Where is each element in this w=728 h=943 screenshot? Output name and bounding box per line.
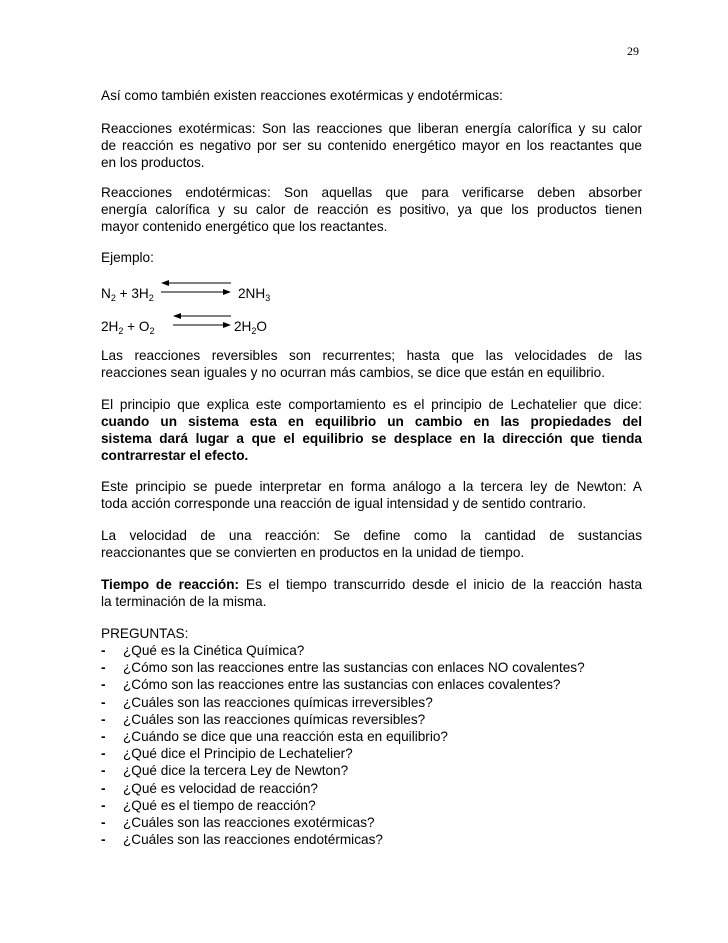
question-text: ¿Cuáles son las reacciones exotérmicas? bbox=[123, 815, 375, 830]
exothermic-line-1: Reacciones exotérmicas: Son las reacciones que liberan energía calorífica y su calor bbox=[101, 121, 642, 136]
equilibrium-arrows-icon bbox=[173, 312, 233, 330]
question-text: ¿Cómo son las reacciones entre las sustancias con enlaces covalentes? bbox=[123, 677, 561, 693]
question-bullet: - bbox=[101, 797, 106, 813]
question-text: ¿Cómo son las reacciones entre las sustancias con enlaces NO covalentes? bbox=[123, 660, 585, 676]
question-bullet: - bbox=[101, 780, 106, 796]
endothermic-paragraph bbox=[101, 184, 642, 235]
intro-text: Así como también existen reacciones exotérmicas y endotérmicas: bbox=[101, 88, 503, 103]
eq2-reactants: $2H_2 + O_2$ bbox=[101, 319, 155, 336]
question-text: ¿Cuándo se dice que una reacción esta en equilibrio? bbox=[123, 729, 448, 744]
newton-paragraph bbox=[101, 478, 642, 512]
equilibrium-arrows-icon bbox=[161, 279, 233, 297]
reversible-line-2: reacciones sean iguales y no ocurran más cambios, se dice que están en equilibrio. bbox=[101, 365, 606, 380]
exothermic-line-3: en los productos. bbox=[101, 155, 205, 170]
newton-line-2: toda acción corresponde una reacción de igual intensidad y de sentido contrario. bbox=[101, 496, 587, 511]
question-text: ¿Qué es la Cinética Química? bbox=[123, 643, 305, 658]
question-bullet: - bbox=[101, 815, 106, 830]
question-text: ¿Qué dice la tercera Ley de Newton? bbox=[123, 763, 349, 779]
question-text: ¿Cuáles son las reacciones químicas irreversibles? bbox=[123, 694, 433, 710]
question-item bbox=[101, 797, 661, 814]
time-line-1: Tiempo de reacción: Es el tiempo transcurrido desde el inicio de la reacción hasta bbox=[101, 577, 643, 592]
velocity-line-1: La velocidad de una reacción: Se define como la cantidad de sustancias bbox=[101, 528, 642, 543]
page-number: 29 bbox=[627, 44, 639, 58]
question-item bbox=[101, 728, 661, 745]
question-item bbox=[101, 659, 661, 676]
endothermic-line-2: energía calorífica y su calor de reacción es positivo, ya que los productos tienen bbox=[101, 202, 642, 217]
question-bullet: - bbox=[101, 832, 106, 848]
question-text: ¿Qué es velocidad de reacción? bbox=[123, 780, 318, 796]
question-item bbox=[101, 762, 661, 779]
question-bullet: - bbox=[101, 763, 106, 779]
exothermic-line-2: de reacción es negativo por ser su contenido energético mayor en los reactantes que bbox=[101, 138, 642, 153]
question-text: ¿Cuáles son las reacciones endotérmicas? bbox=[123, 832, 383, 848]
eq1-product: $2NH_3$ bbox=[238, 286, 271, 303]
question-text: ¿Qué es el tiempo de reacción? bbox=[123, 797, 316, 813]
endothermic-line-1: Reacciones endotérmicas: Son aquellas que para verificarse deben absorber bbox=[101, 185, 642, 200]
principle-line-1: El principio que explica este comportamiento es el principio de Lechatelier que dice: bbox=[101, 397, 642, 412]
question-bullet: - bbox=[101, 660, 106, 676]
equation-1 bbox=[101, 285, 301, 305]
questions-title: PREGUNTAS: bbox=[101, 626, 189, 641]
principle-line-4: contrarrestar el efecto. bbox=[101, 448, 249, 463]
question-bullet: - bbox=[101, 746, 106, 762]
time-line-2: la terminación de la misma. bbox=[101, 594, 267, 609]
question-bullet: - bbox=[101, 643, 106, 658]
question-item bbox=[101, 694, 661, 711]
question-item bbox=[101, 711, 661, 728]
exothermic-paragraph bbox=[101, 120, 642, 171]
question-bullet: - bbox=[101, 677, 106, 693]
question-text: ¿Cuáles son las reacciones químicas reversibles? bbox=[123, 711, 426, 727]
time-paragraph bbox=[101, 576, 642, 610]
equation-2 bbox=[101, 318, 301, 338]
question-item bbox=[101, 745, 661, 762]
question-item bbox=[101, 642, 661, 659]
question-text: ¿Qué dice el Principio de Lechatelier? bbox=[123, 746, 353, 762]
intro-paragraph bbox=[101, 87, 642, 104]
velocity-paragraph bbox=[101, 527, 642, 561]
question-item bbox=[101, 814, 661, 831]
question-bullet: - bbox=[101, 729, 106, 744]
question-item bbox=[101, 831, 661, 848]
question-bullet: - bbox=[101, 711, 106, 727]
time-term: Tiempo de reacción: bbox=[101, 577, 240, 592]
example-heading bbox=[101, 249, 642, 266]
question-item bbox=[101, 676, 661, 693]
question-bullet: - bbox=[101, 694, 106, 710]
principle-paragraph bbox=[101, 396, 642, 464]
question-item bbox=[101, 780, 661, 797]
principle-line-2: cuando un sistema esta en equilibrio un cambio en las propiedades del bbox=[101, 414, 642, 429]
eq2-product: $2H_2O$ bbox=[234, 319, 267, 336]
velocity-line-2: reaccionantes que se convierten en productos en la unidad de tiempo. bbox=[101, 545, 525, 560]
endothermic-line-3: mayor contenido energético que los reactantes. bbox=[101, 219, 388, 234]
example-label: Ejemplo: bbox=[101, 250, 154, 265]
eq1-reactants: $N_2 + 3H_2$ bbox=[101, 286, 154, 303]
newton-line-1: Este principio se puede interpretar en forma análogo a la tercera ley de Newton: A bbox=[101, 479, 642, 494]
reversible-line-1: Las reacciones reversibles son recurrentes; hasta que las velocidades de las bbox=[101, 348, 642, 363]
principle-line-3: sistema dará lugar a que el equilibrio se desplace en la dirección que tienda bbox=[101, 431, 642, 446]
reversible-paragraph bbox=[101, 347, 642, 381]
